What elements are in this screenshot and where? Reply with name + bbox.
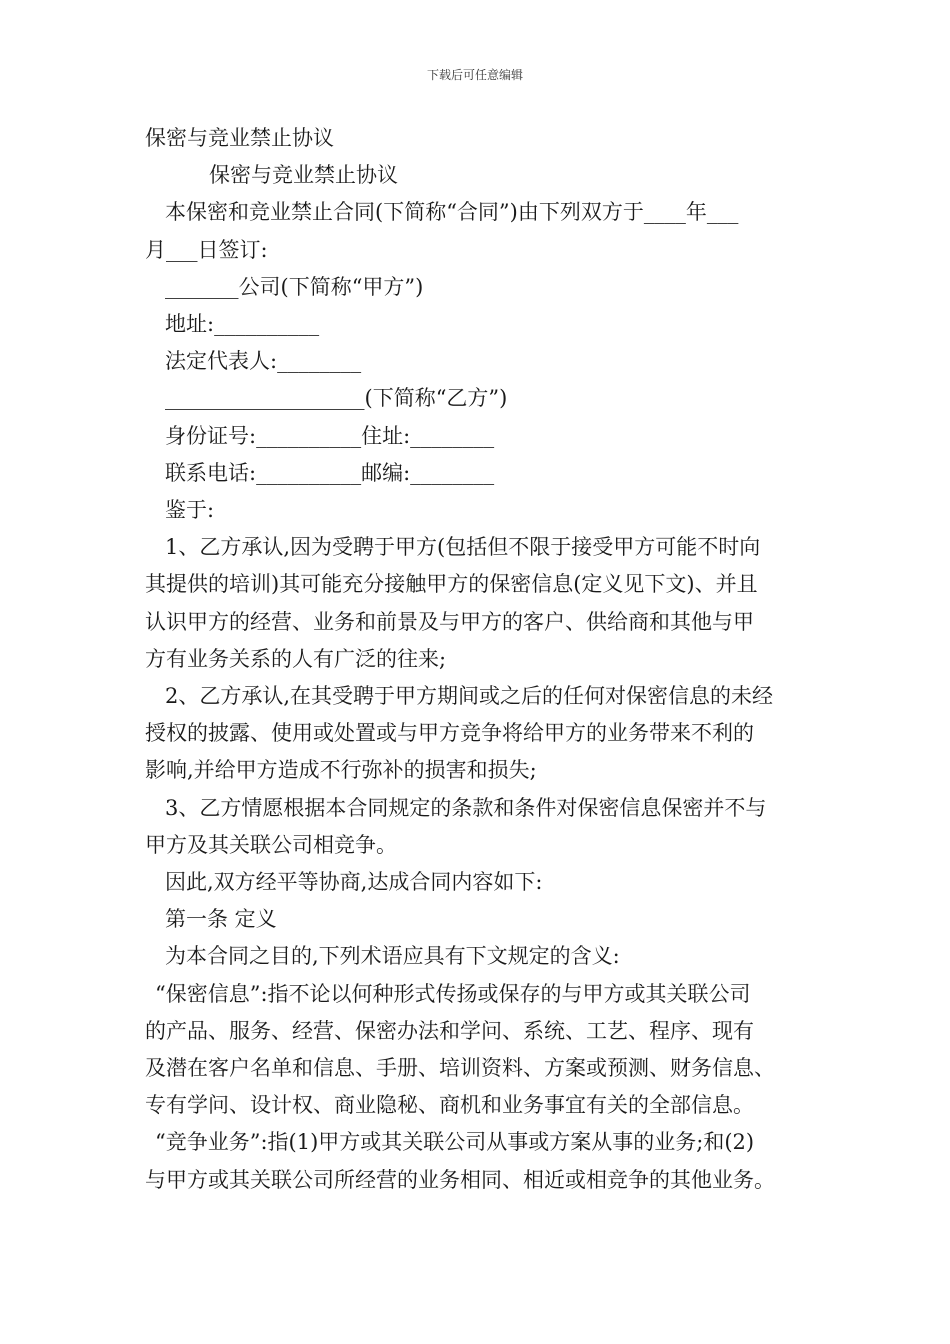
party-a-address: 地址:__________	[165, 312, 320, 337]
recital-2-line-3: 影响,并给甲方造成不行弥补的损害和损失;	[145, 758, 537, 783]
recital-1-line-1: 1、乙方承认,因为受聘于甲方(包括但不限于接受甲方可能不时向	[165, 535, 761, 560]
def-competing-line-2: 与甲方或其关联公司所经营的业务相同、相近或相竞争的其他业务。	[145, 1167, 775, 1192]
party-b-name: ___________________(下简称“乙方”)	[165, 386, 508, 411]
party-a-legal-rep: 法定代表人:________	[165, 349, 362, 374]
therefore-clause: 因此,双方经平等协商,达成合同内容如下:	[165, 870, 543, 895]
party-a-company: _______公司(下简称“甲方”)	[165, 274, 424, 299]
header-note: 下载后可任意编辑	[426, 68, 523, 82]
document-body	[145, 120, 825, 1199]
document-title-outer: 保密与竞业禁止协议	[145, 126, 334, 150]
party-b-phone-zip: 联系电话:__________邮编:________	[165, 460, 495, 485]
article-1-intro: 为本合同之目的,下列术语应具有下文规定的含义:	[165, 944, 620, 969]
def-confidential-line-2: 的产品、服务、经营、保密办法和学问、系统、工艺、程序、现有	[145, 1018, 754, 1043]
def-confidential-line-1: “保密信息”:指不论以何种形式传扬或保存的与甲方或其关联公司	[155, 981, 751, 1006]
recital-1-line-3: 认识甲方的经营、业务和前景及与甲方的客户、供给商和其他与甲	[145, 609, 754, 634]
def-competing-line-1: “竞争业务”:指(1)甲方或其关联公司从事或方案从事的业务;和(2)	[155, 1130, 755, 1155]
intro-line-2: 月___日签订:	[145, 237, 268, 262]
def-confidential-line-3: 及潜在客户名单和信息、手册、培训资料、方案或预测、财务信息、	[145, 1056, 775, 1081]
article-1-title: 第一条 定义	[165, 907, 277, 932]
recital-3-line-2: 甲方及其关联公司相竞争。	[145, 832, 397, 857]
recital-3-line-1: 3、乙方情愿根据本合同规定的条款和条件对保密信息保密并不与	[165, 795, 767, 820]
intro-line-1: 本保密和竞业禁止合同(下简称“合同”)由下列双方于____年___	[165, 200, 739, 225]
recital-2-line-1: 2、乙方承认,在其受聘于甲方期间或之后的任何对保密信息的未经	[165, 684, 774, 709]
recital-1-line-4: 方有业务关系的人有广泛的往来;	[145, 646, 447, 671]
party-b-id-address: 身份证号:__________住址:________	[165, 423, 495, 448]
document-title-inner: 保密与竞业禁止协议	[209, 163, 398, 188]
whereas-label: 鉴于:	[165, 498, 215, 523]
recital-1-line-2: 其提供的培训)其可能充分接触甲方的保密信息(定义见下文)、并且	[145, 572, 758, 597]
def-confidential-line-4: 专有学问、设计权、商业隐秘、商机和业务事宜有关的全部信息。	[145, 1093, 754, 1118]
recital-2-line-2: 授权的披露、使用或处置或与甲方竞争将给甲方的业务带来不利的	[145, 721, 754, 746]
